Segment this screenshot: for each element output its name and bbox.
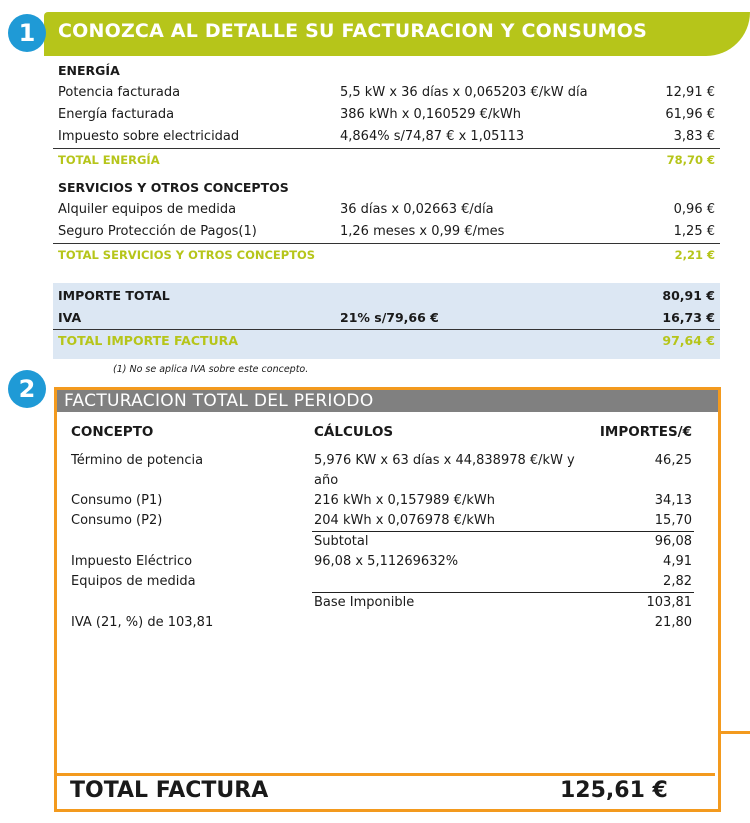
table-row [57, 613, 715, 633]
row-calc: 204 kWh x 0,076978 €/kWh [314, 513, 495, 528]
table-row [57, 572, 715, 592]
row-calc: 5,976 KW x 63 días x 44,838978 €/kW y año [314, 453, 575, 488]
row-concept: Equipos de medida [71, 574, 196, 589]
subtotal-row [312, 531, 694, 552]
section2-number-badge: 2 [8, 370, 46, 408]
table-row [57, 552, 715, 572]
row-amount: 3,83 € [673, 129, 715, 144]
table-header-row [57, 419, 715, 445]
importe-amount: 80,91 € [662, 288, 715, 303]
row-calc: 216 kWh x 0,157989 €/kWh [314, 493, 495, 508]
row-amount: 103,81 [646, 595, 692, 610]
row-calc: 1,26 meses x 0,99 €/mes [340, 224, 505, 239]
row-calc: 5,5 kW x 36 días x 0,065203 €/kW día [340, 85, 588, 100]
row-concept: IVA (21, %) de 103,81 [71, 615, 214, 630]
header-concept: CONCEPTO [71, 424, 154, 440]
iva-row [53, 307, 720, 329]
header-calc: CÁLCULOS [314, 424, 394, 440]
total-amount: 2,21 € [674, 248, 715, 262]
row-concept: Impuesto sobre electricidad [58, 129, 240, 144]
row-calc: Subtotal [314, 534, 369, 549]
table-row [53, 221, 720, 243]
total-label: TOTAL SERVICIOS Y OTROS CONCEPTOS [58, 248, 316, 262]
table-row [57, 491, 715, 511]
row-amount: 12,91 € [665, 85, 715, 100]
row-calc: 36 días x 0,02663 €/día [340, 202, 494, 217]
total-period-table [57, 419, 715, 633]
row-amount: 2,82 [663, 574, 692, 589]
row-concept: Potencia facturada [58, 85, 181, 100]
row-concept: Consumo (P2) [71, 513, 163, 528]
row-concept: Consumo (P1) [71, 493, 163, 508]
total-factura-label: TOTAL FACTURA [70, 778, 269, 803]
row-concept: Energía facturada [58, 107, 175, 122]
row-concept: Impuesto Eléctrico [71, 554, 193, 569]
section2-title: FACTURACION TOTAL DEL PERIODO [64, 391, 374, 411]
total-label: TOTAL ENERGÍA [58, 153, 160, 167]
row-amount: 15,70 [654, 513, 692, 528]
row-amount: 46,25 [654, 453, 692, 468]
importe-label: IMPORTE TOTAL [58, 288, 170, 303]
invoice-summary-box [53, 283, 720, 359]
total-factura-amount: 125,61 € [560, 778, 668, 803]
total-servicios-row [53, 243, 720, 266]
table-row [57, 451, 715, 491]
iva-amount: 16,73 € [662, 310, 715, 325]
base-imponible-row [312, 592, 694, 613]
row-concept: Término de potencia [71, 453, 204, 468]
total-amount: 97,64 € [662, 333, 715, 348]
row-concept: Alquiler equipos de medida [58, 202, 237, 217]
energia-heading: ENERGÍA [58, 63, 120, 78]
row-calc: 4,864% s/74,87 € x 1,05113 [340, 129, 525, 144]
table-row [53, 104, 720, 126]
table-row [57, 511, 715, 531]
row-amount: 21,80 [654, 615, 692, 630]
row-amount: 96,08 [654, 534, 692, 549]
importe-total-row [53, 285, 720, 307]
total-importe-row [53, 329, 720, 352]
total-amount: 78,70 € [666, 153, 715, 167]
row-calc: 96,08 x 5,11269632% [314, 554, 459, 569]
total-energia-row [53, 148, 720, 171]
section1-number-badge: 1 [8, 14, 46, 52]
row-amount: 4,91 [663, 554, 692, 569]
total-label: TOTAL IMPORTE FACTURA [58, 333, 238, 348]
row-calc: 386 kWh x 0,160529 €/kWh [340, 107, 521, 122]
row-concept: Seguro Protección de Pagos(1) [58, 224, 257, 239]
table-row [53, 199, 720, 221]
header-amount: IMPORTES/€ [599, 424, 692, 440]
row-amount: 1,25 € [673, 224, 715, 239]
row-calc: Base Imponible [314, 595, 415, 610]
section1-title: CONOZCA AL DETALLE SU FACTURACION Y CONSUMOS [58, 20, 647, 42]
orange-connector-line [718, 731, 750, 734]
energy-detail-table [53, 60, 720, 266]
servicios-heading: SERVICIOS Y OTROS CONCEPTOS [58, 180, 289, 195]
table-row [53, 82, 720, 104]
row-amount: 34,13 [654, 493, 692, 508]
iva-calc: 21% s/79,66 € [340, 310, 439, 325]
iva-label: IVA [58, 310, 82, 325]
row-amount: 61,96 € [665, 107, 715, 122]
row-amount: 0,96 € [673, 202, 715, 217]
table-row [53, 126, 720, 148]
footnote: (1) No se aplica IVA sobre este concepto. [113, 364, 309, 375]
